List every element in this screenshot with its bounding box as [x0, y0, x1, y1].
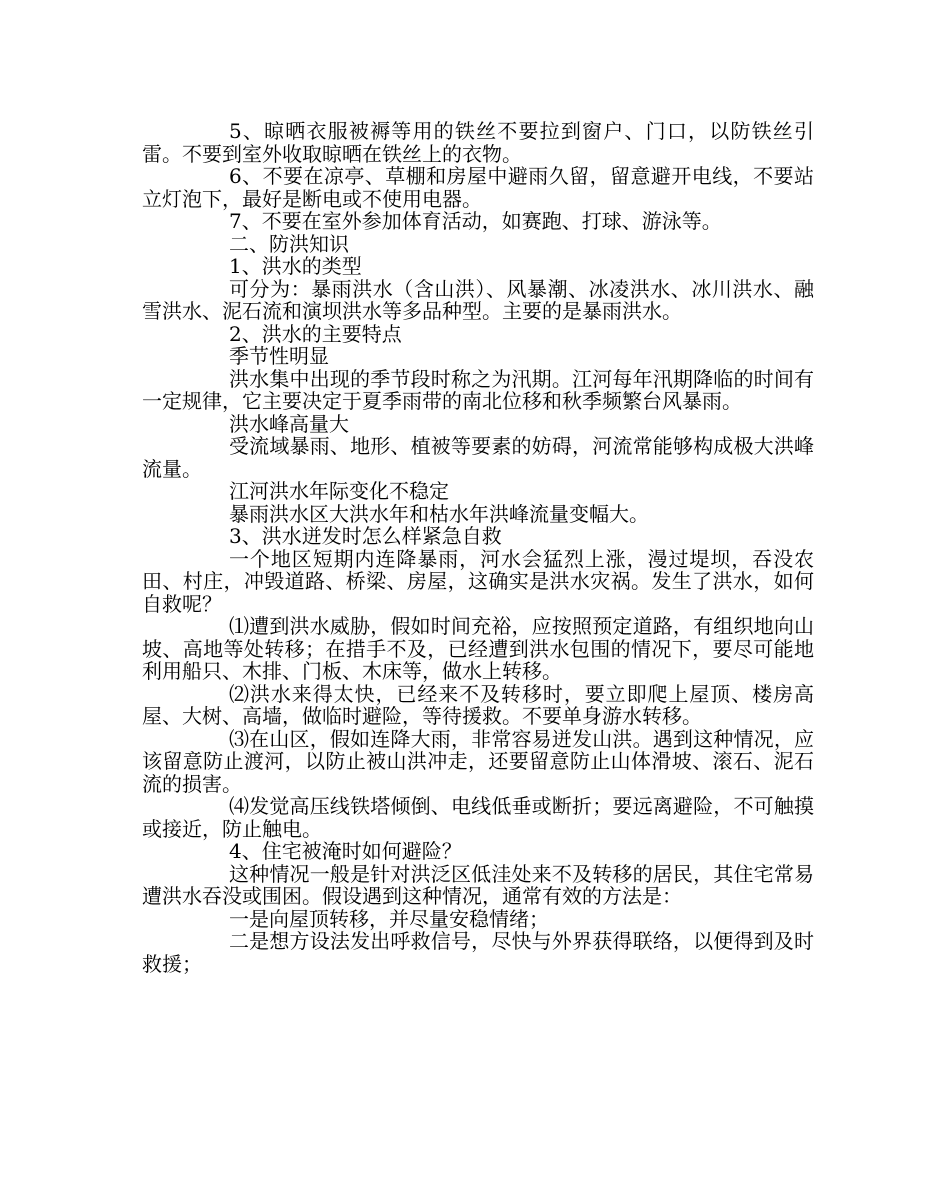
subheading-self-rescue: 3、洪水迸发时怎么样紧急自救: [229, 524, 502, 548]
paragraph-rescue-step-1: ⑴遭到洪水威胁，假如时间充裕，应按照预定道路，有组织地向山坡、高地等处转移；在措手不及，已经遭到洪水包围的情况下，要尽可能地利用船只、木排、门板、木床等，做水上转移。: [142, 614, 814, 683]
subheading-house-flooded: 4、住宅被淹时如何避险？: [229, 839, 462, 863]
paragraph-house-flooded: 这种情况一般是针对洪泛区低洼处来不及转移的居民，其住宅常易遭洪水吞没或围困。假设遇到这种情况，通常有效的方法是：: [142, 861, 814, 908]
paragraph-flood-season: 洪水集中出现的季节段时称之为汛期。江河每年汛期降临的时间有一定规律，它主要决定于夏季雨带的南北位移和秋季频繁台风暴雨。: [142, 366, 814, 413]
feature-title-peak: 洪水峰高量大: [229, 411, 349, 436]
paragraph-rescue-step-3: ⑶在山区，假如连降大雨，非常容易迸发山洪。遇到这种情况，应该留意防止渡河，以防止被山洪冲走，还要留意防止山体滑坡、滚石、泥石流的损害。: [142, 726, 814, 796]
paragraph-peak-flow: 受流域暴雨、地形、植被等要素的妨碍，河流常能够构成极大洪峰流量。: [142, 434, 814, 481]
subheading-flood-features: 2、洪水的主要特点: [229, 321, 402, 346]
section-heading-flood-knowledge: 二、防洪知识: [229, 231, 349, 256]
paragraph-shelter-advice: 6、不要在凉亭、草棚和房屋中避雨久留，留意避开电线，不要站立灯泡下，最好是断电或不使用电器。: [142, 164, 814, 211]
document-body: [142, 120, 814, 975]
paragraph-rescue-step-4: ⑷发觉高压线铁塔倾倒、电线低垂或断折；要远离避险，不可触摸或接近，防止触电。: [142, 794, 814, 841]
paragraph-flood-types: 可分为：暴雨洪水（含山洪）、风暴潮、冰凌洪水、冰川洪水、融雪洪水、泥石流和演坝洪水等多品种型。主要的是暴雨洪水。: [142, 276, 814, 323]
paragraph-lightning-wire: 5、晾晒衣服被褥等用的铁丝不要拉到窗户、门口，以防铁丝引雷。不要到室外收取晾晒在铁丝上的衣物。: [142, 119, 814, 166]
feature-title-seasonal: 季节性明显: [229, 344, 329, 368]
paragraph-variation: 暴雨洪水区大洪水年和枯水年洪峰流量变幅大。: [229, 501, 649, 526]
paragraph-method-2: 二是想方设法发出呼救信号，尽快与外界获得联络，以便得到及时救援；: [142, 929, 814, 976]
paragraph-rainstorm-intro: 一个地区短期内连降暴雨，河水会猛烈上涨，漫过堤坝，吞没农田、村庄，冲毁道路、桥梁、房屋，这确实是洪水灾祸。发生了洪水，如何自救呢？: [142, 546, 814, 616]
subheading-flood-types: 1、洪水的类型: [229, 254, 362, 278]
feature-title-variation: 江河洪水年际变化不稳定: [229, 479, 449, 503]
paragraph-rescue-step-2: ⑵洪水来得太快，已经来不及转移时，要立即爬上屋顶、楼房高屋、大树、高墙，做临时避险，等待援救。不要单身游水转移。: [142, 681, 814, 728]
paragraph-method-1: 一是向屋顶转移，并尽量安稳情绪；: [229, 906, 549, 931]
paragraph-outdoor-sports: 7、不要在室外参加体育活动，如赛跑、打球、游泳等。: [229, 209, 722, 233]
